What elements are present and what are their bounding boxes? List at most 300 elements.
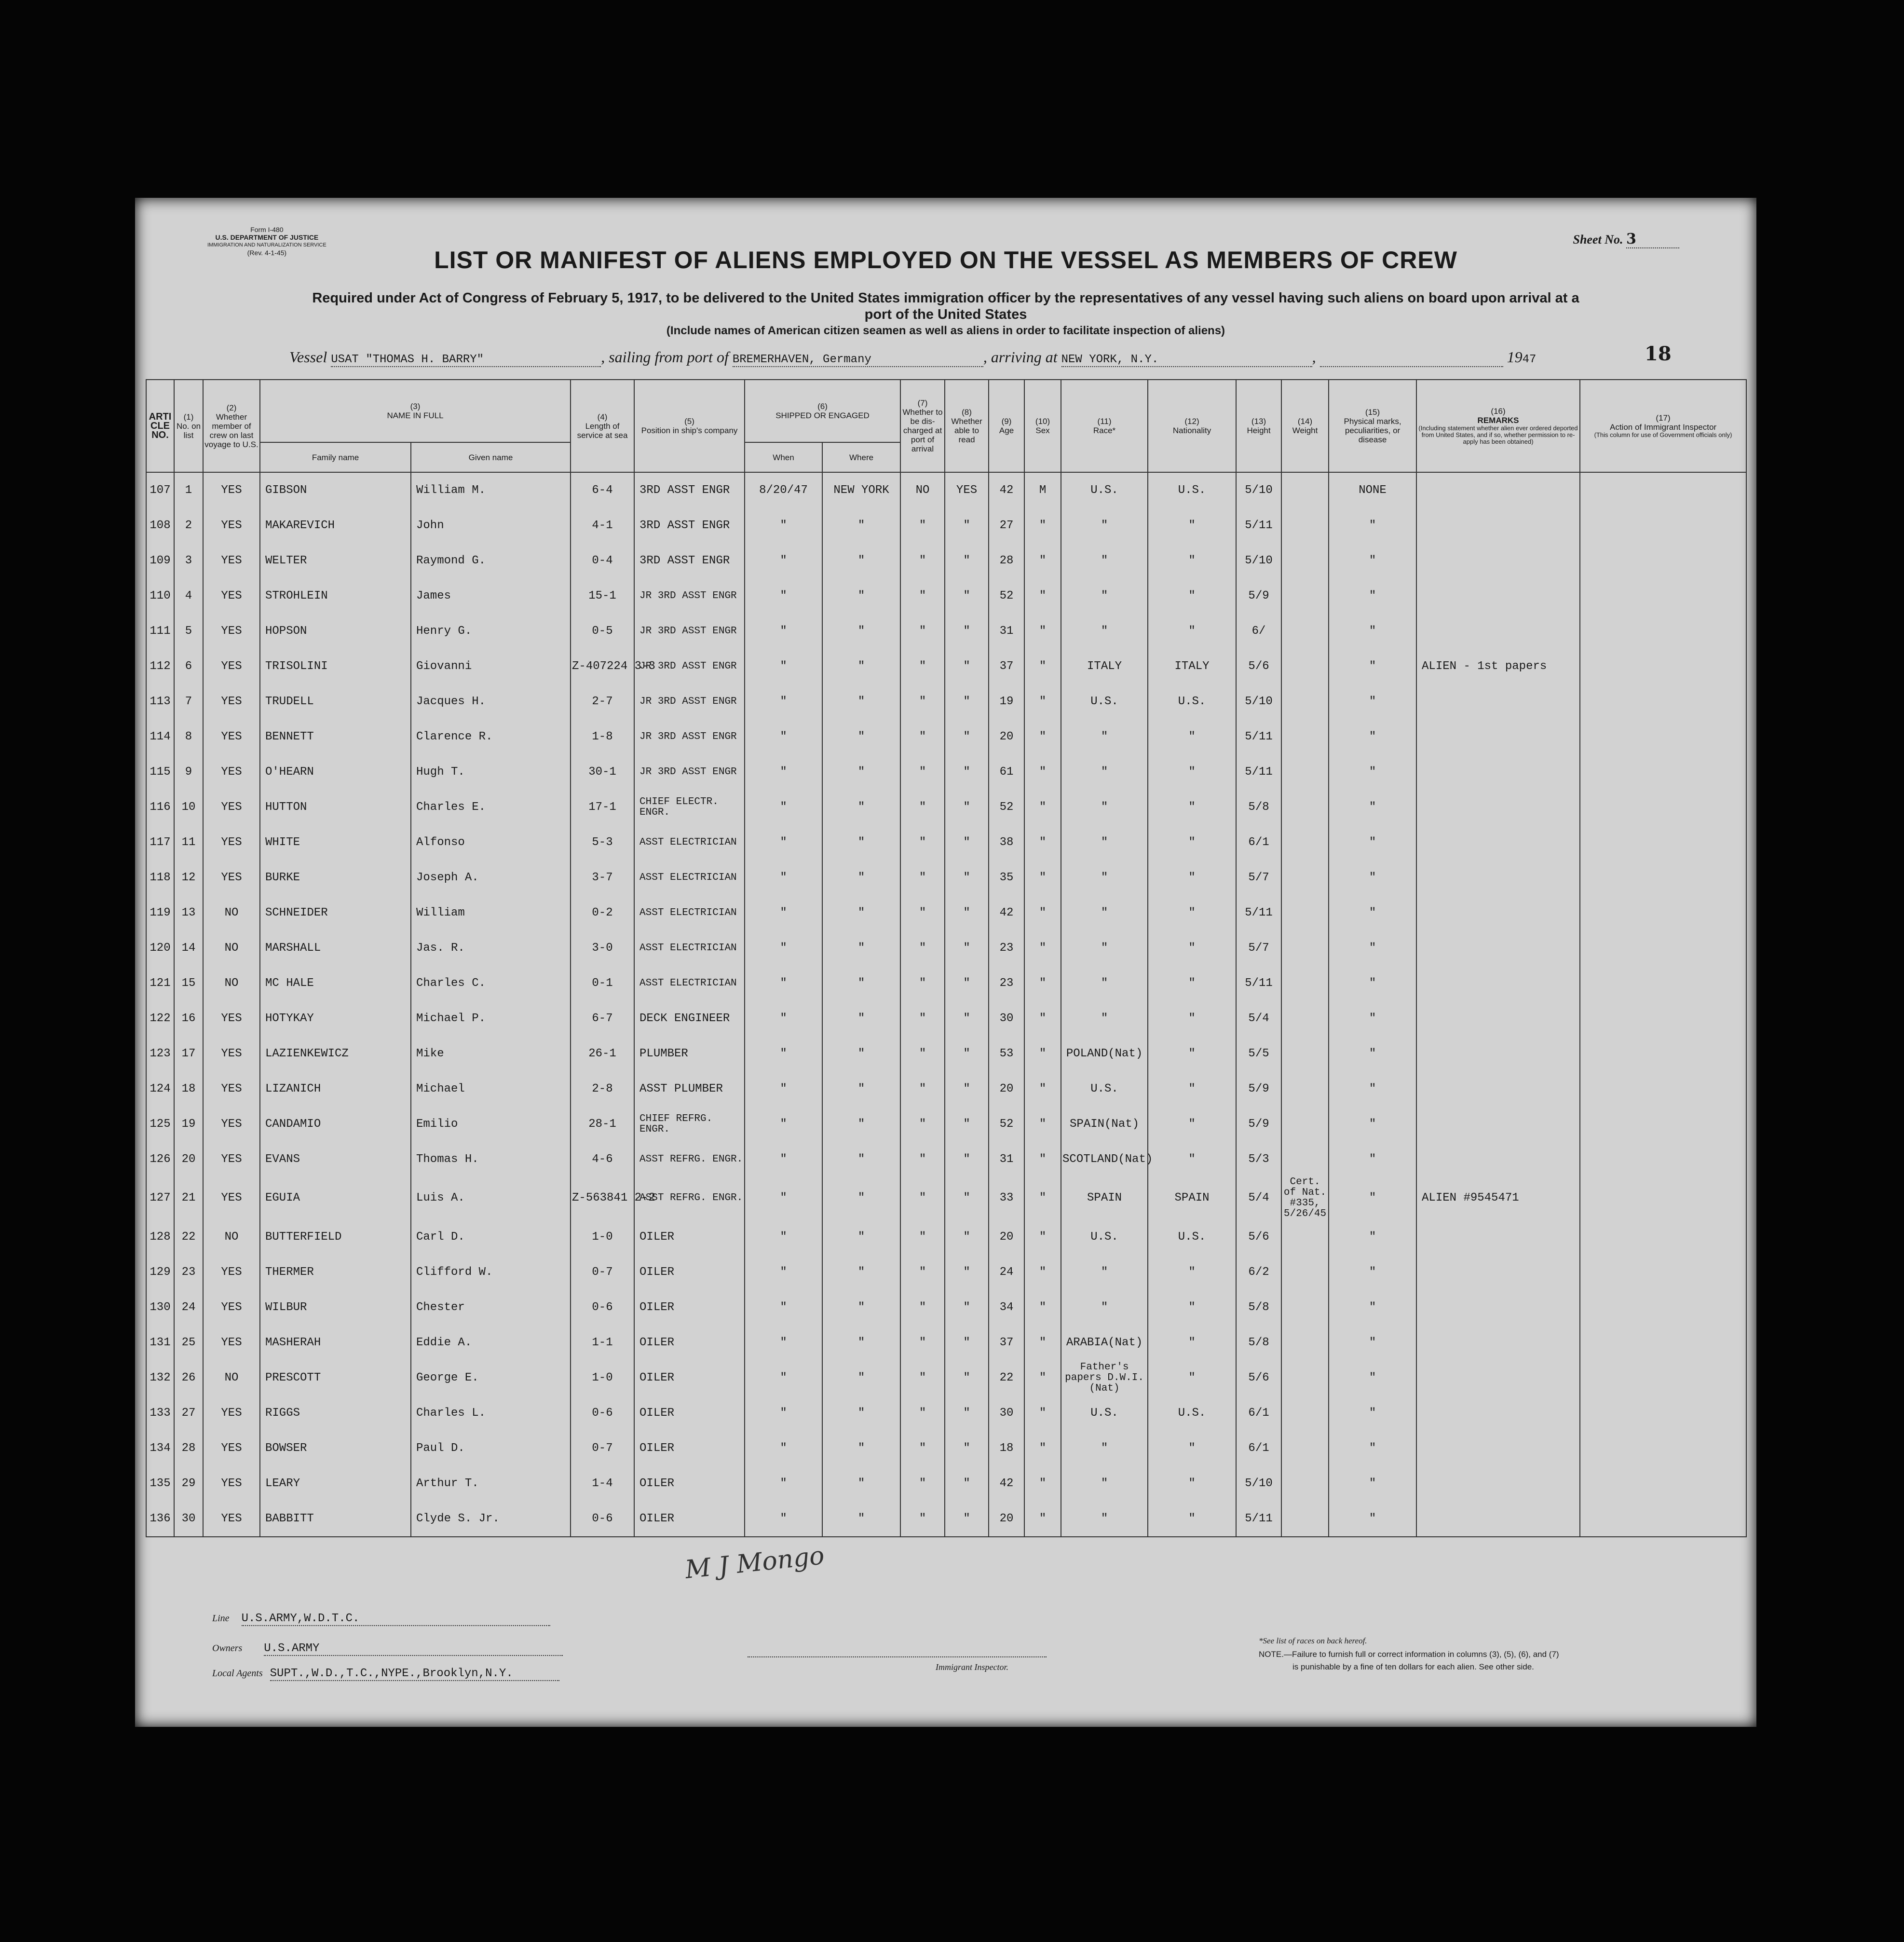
cell-weight [1281,649,1329,684]
cell-height: 6/1 [1236,825,1281,860]
cell-service-length: 0-6 [571,1501,634,1537]
cell-physical-marks: " [1329,578,1416,614]
cell-able-to-read: " [945,684,989,719]
cell-race: " [1061,719,1148,754]
cell-article-no: 125 [146,1107,174,1142]
cell-shipped-when: " [745,1107,822,1142]
cell-article-no: 110 [146,578,174,614]
cell-given-name: Eddie A. [411,1325,571,1360]
cell-sex: " [1024,508,1061,543]
cell-shipped-where: " [822,790,900,825]
cell-remarks [1416,895,1580,930]
col-remarks-sub: (Including statement whether alien ever ordered deported from United States, and if so, whether permission to re-apply has been obtained) [1418,424,1578,445]
cell-inspector-action [1580,614,1746,649]
cell-age: 24 [989,1255,1024,1290]
col-sex [1024,380,1061,472]
cell-prev-voyage: YES [203,1036,260,1071]
cell-remarks [1416,1071,1580,1107]
table-row [146,1001,1746,1036]
cell-inspector-action [1580,649,1746,684]
cell-prev-voyage: YES [203,790,260,825]
cell-shipped-where: " [822,1036,900,1071]
cell-shipped-when: " [745,1290,822,1325]
line-value: U.S.ARMY,W.D.T.C. [242,1612,550,1626]
cell-age: 42 [989,1466,1024,1501]
cell-height: 5/9 [1236,578,1281,614]
cell-race: " [1061,790,1148,825]
cell-article-no: 109 [146,543,174,578]
cell-race: SPAIN [1061,1177,1148,1219]
cell-list-no: 20 [174,1142,203,1177]
cell-list-no: 13 [174,895,203,930]
cell-family-name: MAKAREVICH [260,508,411,543]
cell-discharged: " [900,1290,945,1325]
cell-article-no: 121 [146,966,174,1001]
cell-age: 31 [989,1142,1024,1177]
cell-position: DECK ENGINEER [634,1001,745,1036]
cell-remarks [1416,719,1580,754]
cell-nationality: U.S. [1148,1219,1236,1255]
sheet-value: 3 [1626,231,1679,248]
cell-nationality: " [1148,614,1236,649]
cell-able-to-read: " [945,1071,989,1107]
cell-list-no: 26 [174,1360,203,1395]
cell-given-name: Paul D. [411,1431,571,1466]
cell-given-name: Raymond G. [411,543,571,578]
footer-owners [212,1642,563,1656]
cell-shipped-where: " [822,825,900,860]
cell-remarks [1416,930,1580,966]
col-sex-label: Sex [1035,426,1050,435]
cell-physical-marks: " [1329,860,1416,895]
cell-age: 38 [989,825,1024,860]
cell-weight [1281,684,1329,719]
cell-able-to-read: " [945,1466,989,1501]
cell-age: 22 [989,1360,1024,1395]
cell-given-name: Carl D. [411,1219,571,1255]
cell-family-name: BENNETT [260,719,411,754]
cell-family-name: LAZIENKEWICZ [260,1036,411,1071]
cell-prev-voyage: YES [203,1501,260,1537]
cell-age: 28 [989,543,1024,578]
cell-given-name: John [411,508,571,543]
cell-sex: M [1024,472,1061,508]
cell-family-name: BABBITT [260,1501,411,1537]
cell-sex: " [1024,860,1061,895]
cell-shipped-where: " [822,1395,900,1431]
arriving-label: , arriving at [983,348,1058,366]
cell-family-name: WELTER [260,543,411,578]
cell-race: U.S. [1061,1395,1148,1431]
cell-family-name: HOTYKAY [260,1001,411,1036]
cell-prev-voyage: NO [203,930,260,966]
cell-age: 27 [989,508,1024,543]
cell-shipped-where: " [822,1255,900,1290]
col-service-num: (4) [597,412,608,422]
col-age [989,380,1024,472]
form-revision: (Rev. 4-1-45) [247,249,287,257]
cell-shipped-where: " [822,895,900,930]
col-position-num: (5) [684,417,694,426]
cell-remarks [1416,1466,1580,1501]
cell-article-no: 108 [146,508,174,543]
cell-discharged: " [900,719,945,754]
cell-position: PLUMBER [634,1036,745,1071]
cell-height: 5/8 [1236,1325,1281,1360]
cell-inspector-action [1580,1177,1746,1219]
cell-weight [1281,1107,1329,1142]
cell-shipped-where: " [822,1107,900,1142]
cell-shipped-when: " [745,1036,822,1071]
cell-weight [1281,1036,1329,1071]
col-marks-label: Physical marks, peculiarities, or disease [1344,417,1401,444]
cell-inspector-action [1580,472,1746,508]
cell-sex: " [1024,1142,1061,1177]
cell-able-to-read: " [945,578,989,614]
cell-nationality: " [1148,578,1236,614]
cell-service-length: 6-4 [571,472,634,508]
cell-inspector-action [1580,1255,1746,1290]
cell-sex: " [1024,895,1061,930]
table-row [146,684,1746,719]
col-prev-voyage [203,380,260,472]
cell-service-length: Z-407224 3-3 [571,649,634,684]
cell-remarks [1416,1036,1580,1071]
cell-position: ASST PLUMBER [634,1071,745,1107]
cell-nationality: SPAIN [1148,1177,1236,1219]
cell-inspector-action [1580,684,1746,719]
cell-list-no: 29 [174,1466,203,1501]
cell-article-no: 117 [146,825,174,860]
cell-position: ASST ELECTRICIAN [634,966,745,1001]
cell-able-to-read: " [945,1177,989,1219]
cell-article-no: 127 [146,1177,174,1219]
cell-given-name: Chester [411,1290,571,1325]
col-action-label: Action of Immigrant Inspector [1609,423,1717,432]
cell-remarks [1416,543,1580,578]
cell-inspector-action [1580,578,1746,614]
cell-physical-marks: " [1329,614,1416,649]
cell-nationality: " [1148,930,1236,966]
cell-shipped-where: " [822,860,900,895]
inspector-line [748,1656,1047,1657]
cell-service-length: 1-4 [571,1466,634,1501]
cell-remarks [1416,1142,1580,1177]
cell-inspector-action [1580,790,1746,825]
col-given-name: Given name [411,442,571,472]
col-height [1236,380,1281,472]
cell-height: 6/1 [1236,1431,1281,1466]
cell-physical-marks: " [1329,508,1416,543]
table-row [146,1395,1746,1431]
cell-physical-marks: " [1329,790,1416,825]
cell-able-to-read: " [945,895,989,930]
col-nationality-label: Nationality [1172,426,1211,435]
col-height-num: (13) [1251,417,1266,426]
line-label: Line [212,1613,230,1624]
cell-prev-voyage: YES [203,1142,260,1177]
subtitle-line-1: Required under Act of Congress of February 5, 1917, to be delivered to the United States immigration officer by the representatives of any vessel having such aliens on board upon arrival at a [312,290,1579,306]
cell-shipped-when: " [745,543,822,578]
cell-list-no: 24 [174,1290,203,1325]
table-row [146,895,1746,930]
cell-service-length: 4-1 [571,508,634,543]
cell-nationality: " [1148,1001,1236,1036]
cell-race: " [1061,508,1148,543]
cell-remarks: ALIEN #9545471 [1416,1177,1580,1219]
cell-able-to-read: " [945,1395,989,1431]
page-number: 18 [1645,342,1672,365]
cell-weight [1281,508,1329,543]
col-discharged-num: (7) [917,398,928,408]
cell-nationality: " [1148,1071,1236,1107]
cell-shipped-when: " [745,649,822,684]
cell-service-length: 1-8 [571,719,634,754]
cell-physical-marks: " [1329,1431,1416,1466]
cell-inspector-action [1580,1360,1746,1395]
table-row [146,1466,1746,1501]
cell-age: 30 [989,1001,1024,1036]
col-marks [1329,380,1416,472]
cell-prev-voyage: YES [203,754,260,790]
cell-shipped-where: " [822,1177,900,1219]
vessel-line: Vessel USAT "THOMAS H. BARRY" , sailing from port of BREMERHAVEN, Germany , arriving at NEW YORK, N.Y. , 1947 [289,348,1537,366]
cell-age: 20 [989,1071,1024,1107]
cell-weight [1281,1255,1329,1290]
cell-physical-marks: " [1329,754,1416,790]
cell-family-name: WHITE [260,825,411,860]
cell-discharged: " [900,860,945,895]
cell-able-to-read: " [945,1001,989,1036]
cell-sex: " [1024,1036,1061,1071]
cell-height: 5/9 [1236,1107,1281,1142]
cell-list-no: 15 [174,966,203,1001]
cell-prev-voyage: YES [203,472,260,508]
cell-shipped-when: " [745,1142,822,1177]
cell-given-name: Luis A. [411,1177,571,1219]
col-action-sub: (This column for use of Government officials only) [1594,431,1732,438]
cell-discharged: " [900,1325,945,1360]
cell-family-name: TRISOLINI [260,649,411,684]
cell-given-name: Hugh T. [411,754,571,790]
cell-able-to-read: " [945,1036,989,1071]
cell-service-length: 4-6 [571,1142,634,1177]
cell-physical-marks: " [1329,1360,1416,1395]
cell-given-name: Henry G. [411,614,571,649]
col-sex-num: (10) [1035,417,1050,426]
cell-age: 52 [989,1107,1024,1142]
cell-article-no: 120 [146,930,174,966]
cell-service-length: 3-7 [571,860,634,895]
cell-discharged: " [900,649,945,684]
cell-shipped-when: " [745,578,822,614]
footer-line [212,1612,550,1626]
cell-weight [1281,1466,1329,1501]
cell-article-no: 114 [146,719,174,754]
cell-race: U.S. [1061,472,1148,508]
cell-weight [1281,825,1329,860]
cell-list-no: 23 [174,1255,203,1290]
cell-race: " [1061,1001,1148,1036]
cell-article-no: 132 [146,1360,174,1395]
col-discharged [900,380,945,472]
cell-able-to-read: " [945,543,989,578]
cell-sex: " [1024,1001,1061,1036]
col-race-label: Race* [1093,426,1116,435]
table-row [146,543,1746,578]
cell-shipped-when: " [745,1255,822,1290]
cell-family-name: HOPSON [260,614,411,649]
form-number: Form I-480 [250,226,284,233]
cell-physical-marks: " [1329,1036,1416,1071]
table-row [146,1501,1746,1537]
cell-given-name: Charles E. [411,790,571,825]
cell-height: 5/11 [1236,754,1281,790]
cell-service-length: 17-1 [571,790,634,825]
cell-sex: " [1024,543,1061,578]
cell-remarks [1416,1431,1580,1466]
cell-height: 5/7 [1236,860,1281,895]
cell-height: 5/4 [1236,1001,1281,1036]
cell-position: 3RD ASST ENGR [634,543,745,578]
cell-race: " [1061,543,1148,578]
cell-inspector-action [1580,860,1746,895]
cell-prev-voyage: NO [203,895,260,930]
cell-list-no: 1 [174,472,203,508]
cell-position: ASST ELECTRICIAN [634,895,745,930]
cell-list-no: 16 [174,1001,203,1036]
cell-given-name: Clarence R. [411,719,571,754]
cell-shipped-when: 8/20/47 [745,472,822,508]
col-marks-num: (15) [1365,408,1380,417]
cell-shipped-when: " [745,1395,822,1431]
cell-height: 5/11 [1236,966,1281,1001]
cell-weight [1281,895,1329,930]
cell-nationality: " [1148,1360,1236,1395]
cell-shipped-when: " [745,1466,822,1501]
cell-shipped-when: " [745,1325,822,1360]
cell-list-no: 30 [174,1501,203,1537]
note-races: *See list of races on back hereof. [1259,1636,1367,1645]
cell-remarks [1416,614,1580,649]
cell-sex: " [1024,1071,1061,1107]
cell-position: JR 3RD ASST ENGR [634,719,745,754]
cell-service-length: 0-6 [571,1395,634,1431]
cell-service-length: 0-7 [571,1255,634,1290]
cell-remarks [1416,860,1580,895]
owners-value: U.S.ARMY [264,1642,563,1656]
cell-inspector-action [1580,754,1746,790]
cell-sex: " [1024,966,1061,1001]
year-suffix: 47 [1522,353,1537,366]
cell-physical-marks: " [1329,1071,1416,1107]
cell-age: 42 [989,472,1024,508]
cell-remarks [1416,1219,1580,1255]
cell-service-length: 0-7 [571,1431,634,1466]
cell-age: 42 [989,895,1024,930]
cell-position: OILER [634,1255,745,1290]
cell-height: 5/11 [1236,719,1281,754]
cell-nationality: " [1148,1142,1236,1177]
cell-weight [1281,860,1329,895]
cell-list-no: 6 [174,649,203,684]
cell-given-name: Charles C. [411,966,571,1001]
cell-physical-marks: " [1329,1290,1416,1325]
cell-inspector-action [1580,1001,1746,1036]
cell-family-name: MC HALE [260,966,411,1001]
vessel-name: USAT "THOMAS H. BARRY" [331,353,601,367]
cell-prev-voyage: YES [203,684,260,719]
cell-weight [1281,1142,1329,1177]
cell-shipped-when: " [745,1431,822,1466]
cell-weight [1281,472,1329,508]
cell-position: JR 3RD ASST ENGR [634,578,745,614]
cell-list-no: 19 [174,1107,203,1142]
cell-service-length: 0-6 [571,1290,634,1325]
table-row [146,825,1746,860]
cell-remarks: ALIEN - 1st papers [1416,649,1580,684]
cell-height: 5/11 [1236,508,1281,543]
cell-list-no: 12 [174,860,203,895]
year-prefix: 19 [1507,348,1523,366]
cell-service-length: 2-8 [571,1071,634,1107]
cell-article-no: 133 [146,1395,174,1431]
col-where: Where [822,442,900,472]
cell-discharged: " [900,1255,945,1290]
cell-article-no: 107 [146,472,174,508]
cell-family-name: MARSHALL [260,930,411,966]
cell-article-no: 124 [146,1071,174,1107]
cell-discharged: " [900,614,945,649]
cell-inspector-action [1580,930,1746,966]
cell-prev-voyage: YES [203,1107,260,1142]
cell-shipped-when: " [745,754,822,790]
col-position [634,380,745,472]
col-weight-num: (14) [1297,417,1313,426]
cell-given-name: Clyde S. Jr. [411,1501,571,1537]
cell-remarks [1416,1001,1580,1036]
cell-weight [1281,754,1329,790]
cell-given-name: Emilio [411,1107,571,1142]
cell-weight [1281,719,1329,754]
cell-nationality: " [1148,1036,1236,1071]
cell-family-name: O'HEARN [260,754,411,790]
table-row [146,860,1746,895]
cell-shipped-when: " [745,790,822,825]
col-action-num: (17) [1656,413,1671,423]
cell-race: " [1061,1290,1148,1325]
cell-sex: " [1024,825,1061,860]
cell-prev-voyage: YES [203,1071,260,1107]
subtitle-line-3: (Include names of American citizen seamen as well as aliens in order to facilitate inspection of aliens) [666,324,1225,337]
cell-nationality: " [1148,790,1236,825]
cell-able-to-read: " [945,790,989,825]
cell-remarks [1416,508,1580,543]
cell-discharged: " [900,1466,945,1501]
cell-height: 5/11 [1236,895,1281,930]
cell-family-name: BUTTERFIELD [260,1219,411,1255]
cell-position: OILER [634,1395,745,1431]
cell-physical-marks: " [1329,1255,1416,1290]
cell-shipped-where: " [822,1142,900,1177]
cell-shipped-when: " [745,684,822,719]
inspector-signature: M J Mongo [683,1541,826,1585]
cell-list-no: 10 [174,790,203,825]
service-name: IMMIGRATION AND NATURALIZATION SERVICE [207,242,326,248]
cell-race: U.S. [1061,684,1148,719]
cell-able-to-read: " [945,1107,989,1142]
table-row [146,1142,1746,1177]
